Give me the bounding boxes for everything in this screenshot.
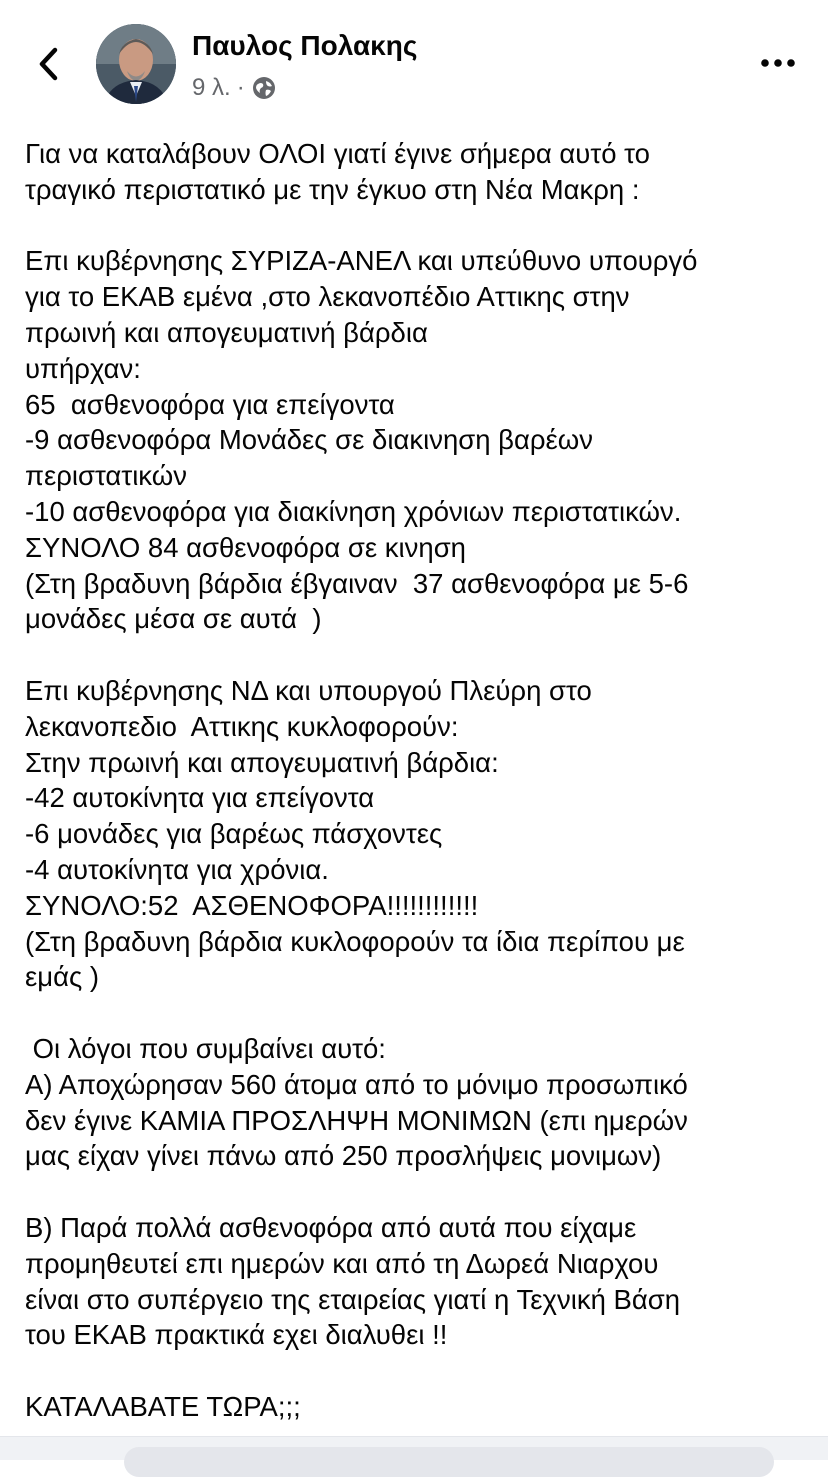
comment-input[interactable] [124, 1447, 774, 1477]
post-line: -10 ασθενοφόρα για διακίνηση χρόνιων περιστατικών. [25, 495, 682, 527]
post-paragraph [25, 673, 815, 995]
post-line: Στην πρωινή και απογευματινή βάρδια: [25, 746, 499, 778]
post-line: τραγικό περιστατικό με την έγκυο στη Νέα Μακρη : [25, 173, 640, 205]
more-horizontal-icon [760, 58, 796, 68]
post-text [25, 136, 815, 1460]
post-line: Οι λόγοι που συμβαίνει αυτό: [25, 1032, 386, 1064]
post-paragraph [25, 136, 815, 208]
back-button[interactable] [28, 44, 68, 84]
post-line: -4 αυτοκίνητα για χρόνια. [25, 853, 329, 885]
post-line: -9 ασθενοφόρα Μονάδες σε διακινηση βαρέων [25, 424, 594, 456]
post-line: μας είχαν γίνει πάνω από 250 προσλήψεις μονιμων) [25, 1140, 662, 1172]
post-line: εμάς ) [25, 961, 100, 993]
avatar[interactable] [96, 24, 176, 104]
post-meta [192, 74, 277, 102]
post-line: Α) Αποχώρησαν 560 άτομα από το μόνιμο προσωπικό [25, 1068, 688, 1100]
post-line: δεν έγινε ΚΑΜΙΑ ΠΡΟΣΛΗΨΗ ΜΟΝΙΜΩΝ (επι ημερών [25, 1104, 688, 1136]
post-line: για το ΕΚΑΒ εμένα ,στο λεκανοπέδιο Αττικης στην [25, 281, 630, 313]
post-timestamp[interactable]: 9 λ. [192, 74, 231, 101]
post-line: προμηθευτεί επι ημερών και από τη Δωρεά Νιαρχου [25, 1247, 659, 1279]
chevron-left-icon [36, 46, 60, 82]
post-line: Β) Παρά πολλά ασθενοφόρα από αυτά που είχαμε [25, 1211, 637, 1243]
post-line: ΣΥΝΟΛΟ:52 ΑΣΘΕΝΟΦΟΡΑ!!!!!!!!!!!! [25, 889, 479, 921]
post-line: 65 ασθενοφόρα για επείγοντα [25, 388, 395, 420]
post-line: περιστατικών [25, 460, 187, 492]
post-paragraph [25, 1210, 815, 1353]
post-line: πρωινή και απογευματινή βάρδια [25, 316, 428, 348]
post-line: υπήρχαν: [25, 352, 141, 384]
post-paragraph [25, 243, 815, 637]
meta-separator: · [236, 74, 245, 101]
more-options-button[interactable] [756, 48, 800, 78]
post-line: ΣΥΝΟΛΟ 84 ασθενοφόρα σε κινηση [25, 531, 466, 563]
comment-bar [0, 1436, 828, 1460]
post-line: (Στη βραδυνη βάρδια κυκλοφορούν τα ίδια περίπου με [25, 925, 685, 957]
globe-icon[interactable] [251, 75, 277, 101]
author-name[interactable]: Παυλος Πολακης [192, 30, 418, 61]
post-line: ΚΑΤΑΛΑΒΑΤΕ ΤΩΡΑ;;; [25, 1390, 301, 1422]
post-line: -42 αυτοκίνητα για επείγοντα [25, 782, 375, 814]
post-header [0, 0, 828, 120]
post-line: Για να καταλάβουν ΟΛΟΙ γιατί έγινε σήμερα αυτό το [25, 138, 650, 169]
post-line: (Στη βραδυνη βάρδια έβγαιναν 37 ασθενοφόρα με 5-6 [25, 567, 689, 599]
post-line: μονάδες μέσα σε αυτά ) [25, 603, 322, 635]
post-line: λεκανοπεδιο Αττικης κυκλοφορούν: [25, 710, 459, 742]
post-line: είναι στο συπέργειο της εταιρείας γιατί η Τεχνική Βάση [25, 1283, 681, 1315]
post-line: Επι κυβέρνησης ΣΥΡΙΖΑ-ΑΝΕΛ και υπεύθυνο υπουργό [25, 245, 698, 277]
post-paragraph [25, 1389, 815, 1425]
post-line: Επι κυβέρνησης ΝΔ και υπουργού Πλεύρη στο [25, 674, 592, 706]
post-paragraph [25, 1031, 815, 1174]
post-line: -6 μονάδες για βαρέως πάσχοντες [25, 818, 443, 850]
post-line: του ΕΚΑΒ πρακτικά εχει διαλυθει !! [25, 1319, 448, 1351]
